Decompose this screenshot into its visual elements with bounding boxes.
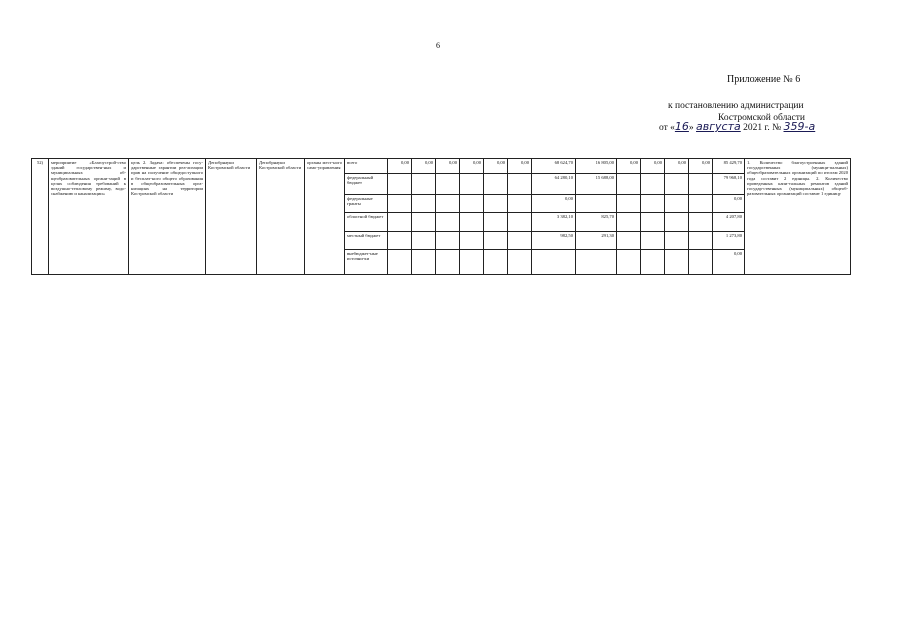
funding-value — [665, 250, 689, 275]
resolution-date-line — [659, 120, 815, 133]
date-day: 16 — [674, 120, 689, 133]
resolution-reference: к постановлению администрации — [668, 101, 804, 111]
funding-value — [484, 232, 508, 250]
funding-value — [576, 195, 617, 213]
funding-value — [436, 213, 460, 232]
funding-source: федеральный бюджет — [345, 174, 388, 195]
funding-value — [412, 250, 436, 275]
funding-value: 0,00 — [460, 159, 484, 174]
funding-value — [388, 174, 412, 195]
funding-value — [689, 232, 713, 250]
funding-value — [460, 195, 484, 213]
date-prefix: от « — [659, 123, 675, 133]
funding-value: 982,50 — [532, 232, 576, 250]
funding-value — [388, 250, 412, 275]
funding-value — [617, 195, 641, 213]
funding-value — [484, 250, 508, 275]
funding-value — [388, 195, 412, 213]
funding-value — [689, 250, 713, 275]
date-year: 2021 г. № — [743, 123, 782, 133]
funding-value — [508, 213, 532, 232]
date-mid: » — [688, 123, 694, 133]
funding-value — [436, 232, 460, 250]
funding-source: внебюджет-ные источни-ки — [345, 250, 388, 275]
funding-value — [388, 213, 412, 232]
funding-value — [665, 195, 689, 213]
funding-value: 0,00 — [665, 159, 689, 174]
funding-value: 825,70 — [576, 213, 617, 232]
funding-source: местный бюджет — [345, 232, 388, 250]
funding-value: 16 805,00 — [576, 159, 617, 174]
funding-value — [576, 250, 617, 275]
funding-value — [508, 250, 532, 275]
funding-value — [436, 195, 460, 213]
document-number: 359-а — [783, 120, 816, 133]
region-name: Костромской области — [718, 113, 805, 123]
funding-value: 291,30 — [576, 232, 617, 250]
funding-value — [641, 213, 665, 232]
funding-value — [484, 213, 508, 232]
funding-value — [436, 250, 460, 275]
funding-total: 79 968,10 — [713, 174, 745, 195]
funding-value: 15 688,00 — [576, 174, 617, 195]
funding-value: 0,00 — [617, 159, 641, 174]
funding-value — [436, 174, 460, 195]
page-number: 6 — [436, 41, 440, 50]
funding-value — [412, 195, 436, 213]
funding-value — [641, 250, 665, 275]
funding-value — [412, 174, 436, 195]
funding-value — [641, 195, 665, 213]
funding-value — [460, 232, 484, 250]
funding-value — [617, 232, 641, 250]
funding-value — [460, 213, 484, 232]
responsible-executor: Депобрнауки Костромской области — [206, 159, 257, 275]
funding-total: 4 207,80 — [713, 213, 745, 232]
funding-source: всего — [345, 159, 388, 174]
funding-value — [689, 213, 713, 232]
funding-value — [665, 232, 689, 250]
funding-value — [641, 174, 665, 195]
funding-value: 64 280,10 — [532, 174, 576, 195]
funding-value — [665, 174, 689, 195]
funding-value: 3 382,10 — [532, 213, 576, 232]
funding-value: 0,00 — [388, 159, 412, 174]
funding-value — [460, 250, 484, 275]
funding-value — [508, 232, 532, 250]
funding-value — [617, 174, 641, 195]
appendix-title: Приложение № 6 — [727, 74, 801, 85]
funding-value: 0,00 — [508, 159, 532, 174]
goal-text: цель 2. Задача: обеспечены госу-дарственные гарантии реа-лизации прав на получение общедоступного и бесплат-ного общего образования в общеобразовательных орга-низациях на территории Костромской области — [129, 159, 206, 275]
funding-value — [689, 174, 713, 195]
date-month: августа — [696, 120, 741, 133]
funding-value — [460, 174, 484, 195]
funding-value — [641, 232, 665, 250]
expected-results: 1. Количество благоустроенных зданий государственных (муници-пальных) общеобразовательных организаций по итогам 2020 года составит 2 единицы. 2. Количество проведенных капи-тальных ремонтов зданий государ-ственных (муниципальных) общеоб-разовательных организаций составит 1 единицу — [745, 159, 851, 275]
funding-source: областной бюджет — [345, 213, 388, 232]
funding-value — [484, 195, 508, 213]
funding-value: 0,00 — [689, 159, 713, 174]
funding-total: 0,00 — [713, 250, 745, 275]
funding-value: 0,00 — [412, 159, 436, 174]
row-number: 52) — [32, 159, 49, 275]
funding-value — [508, 174, 532, 195]
table-row — [32, 159, 851, 174]
funding-value — [665, 213, 689, 232]
funding-value — [412, 213, 436, 232]
funding-total: 85 429,70 — [713, 159, 745, 174]
funding-value: 0,00 — [436, 159, 460, 174]
funding-total: 1 273,80 — [713, 232, 745, 250]
funding-value — [388, 232, 412, 250]
funding-value: 0,00 — [641, 159, 665, 174]
funding-value — [412, 232, 436, 250]
co-executor: Депобрнауки Костромской области — [257, 159, 305, 275]
funding-source: федеральные гранты — [345, 195, 388, 213]
funding-value — [617, 250, 641, 275]
funding-value — [689, 195, 713, 213]
event-name: мероприятие «Благоустрой-ство зданий государствен-ных и муниципальных об-щеобразовательных органи-заций в целях соблюдения требований к воздушно-тепловому режиму, водо-снабжению и канализации» — [49, 159, 129, 275]
funding-value — [484, 174, 508, 195]
funding-value — [532, 250, 576, 275]
program-table — [31, 158, 851, 275]
funding-value — [617, 213, 641, 232]
funding-value — [508, 195, 532, 213]
funding-value: 0,00 — [532, 195, 576, 213]
funding-total: 0,00 — [713, 195, 745, 213]
participants: органы мест-ного само-управления — [305, 159, 345, 275]
funding-value: 0,00 — [484, 159, 508, 174]
funding-value: 68 624,70 — [532, 159, 576, 174]
